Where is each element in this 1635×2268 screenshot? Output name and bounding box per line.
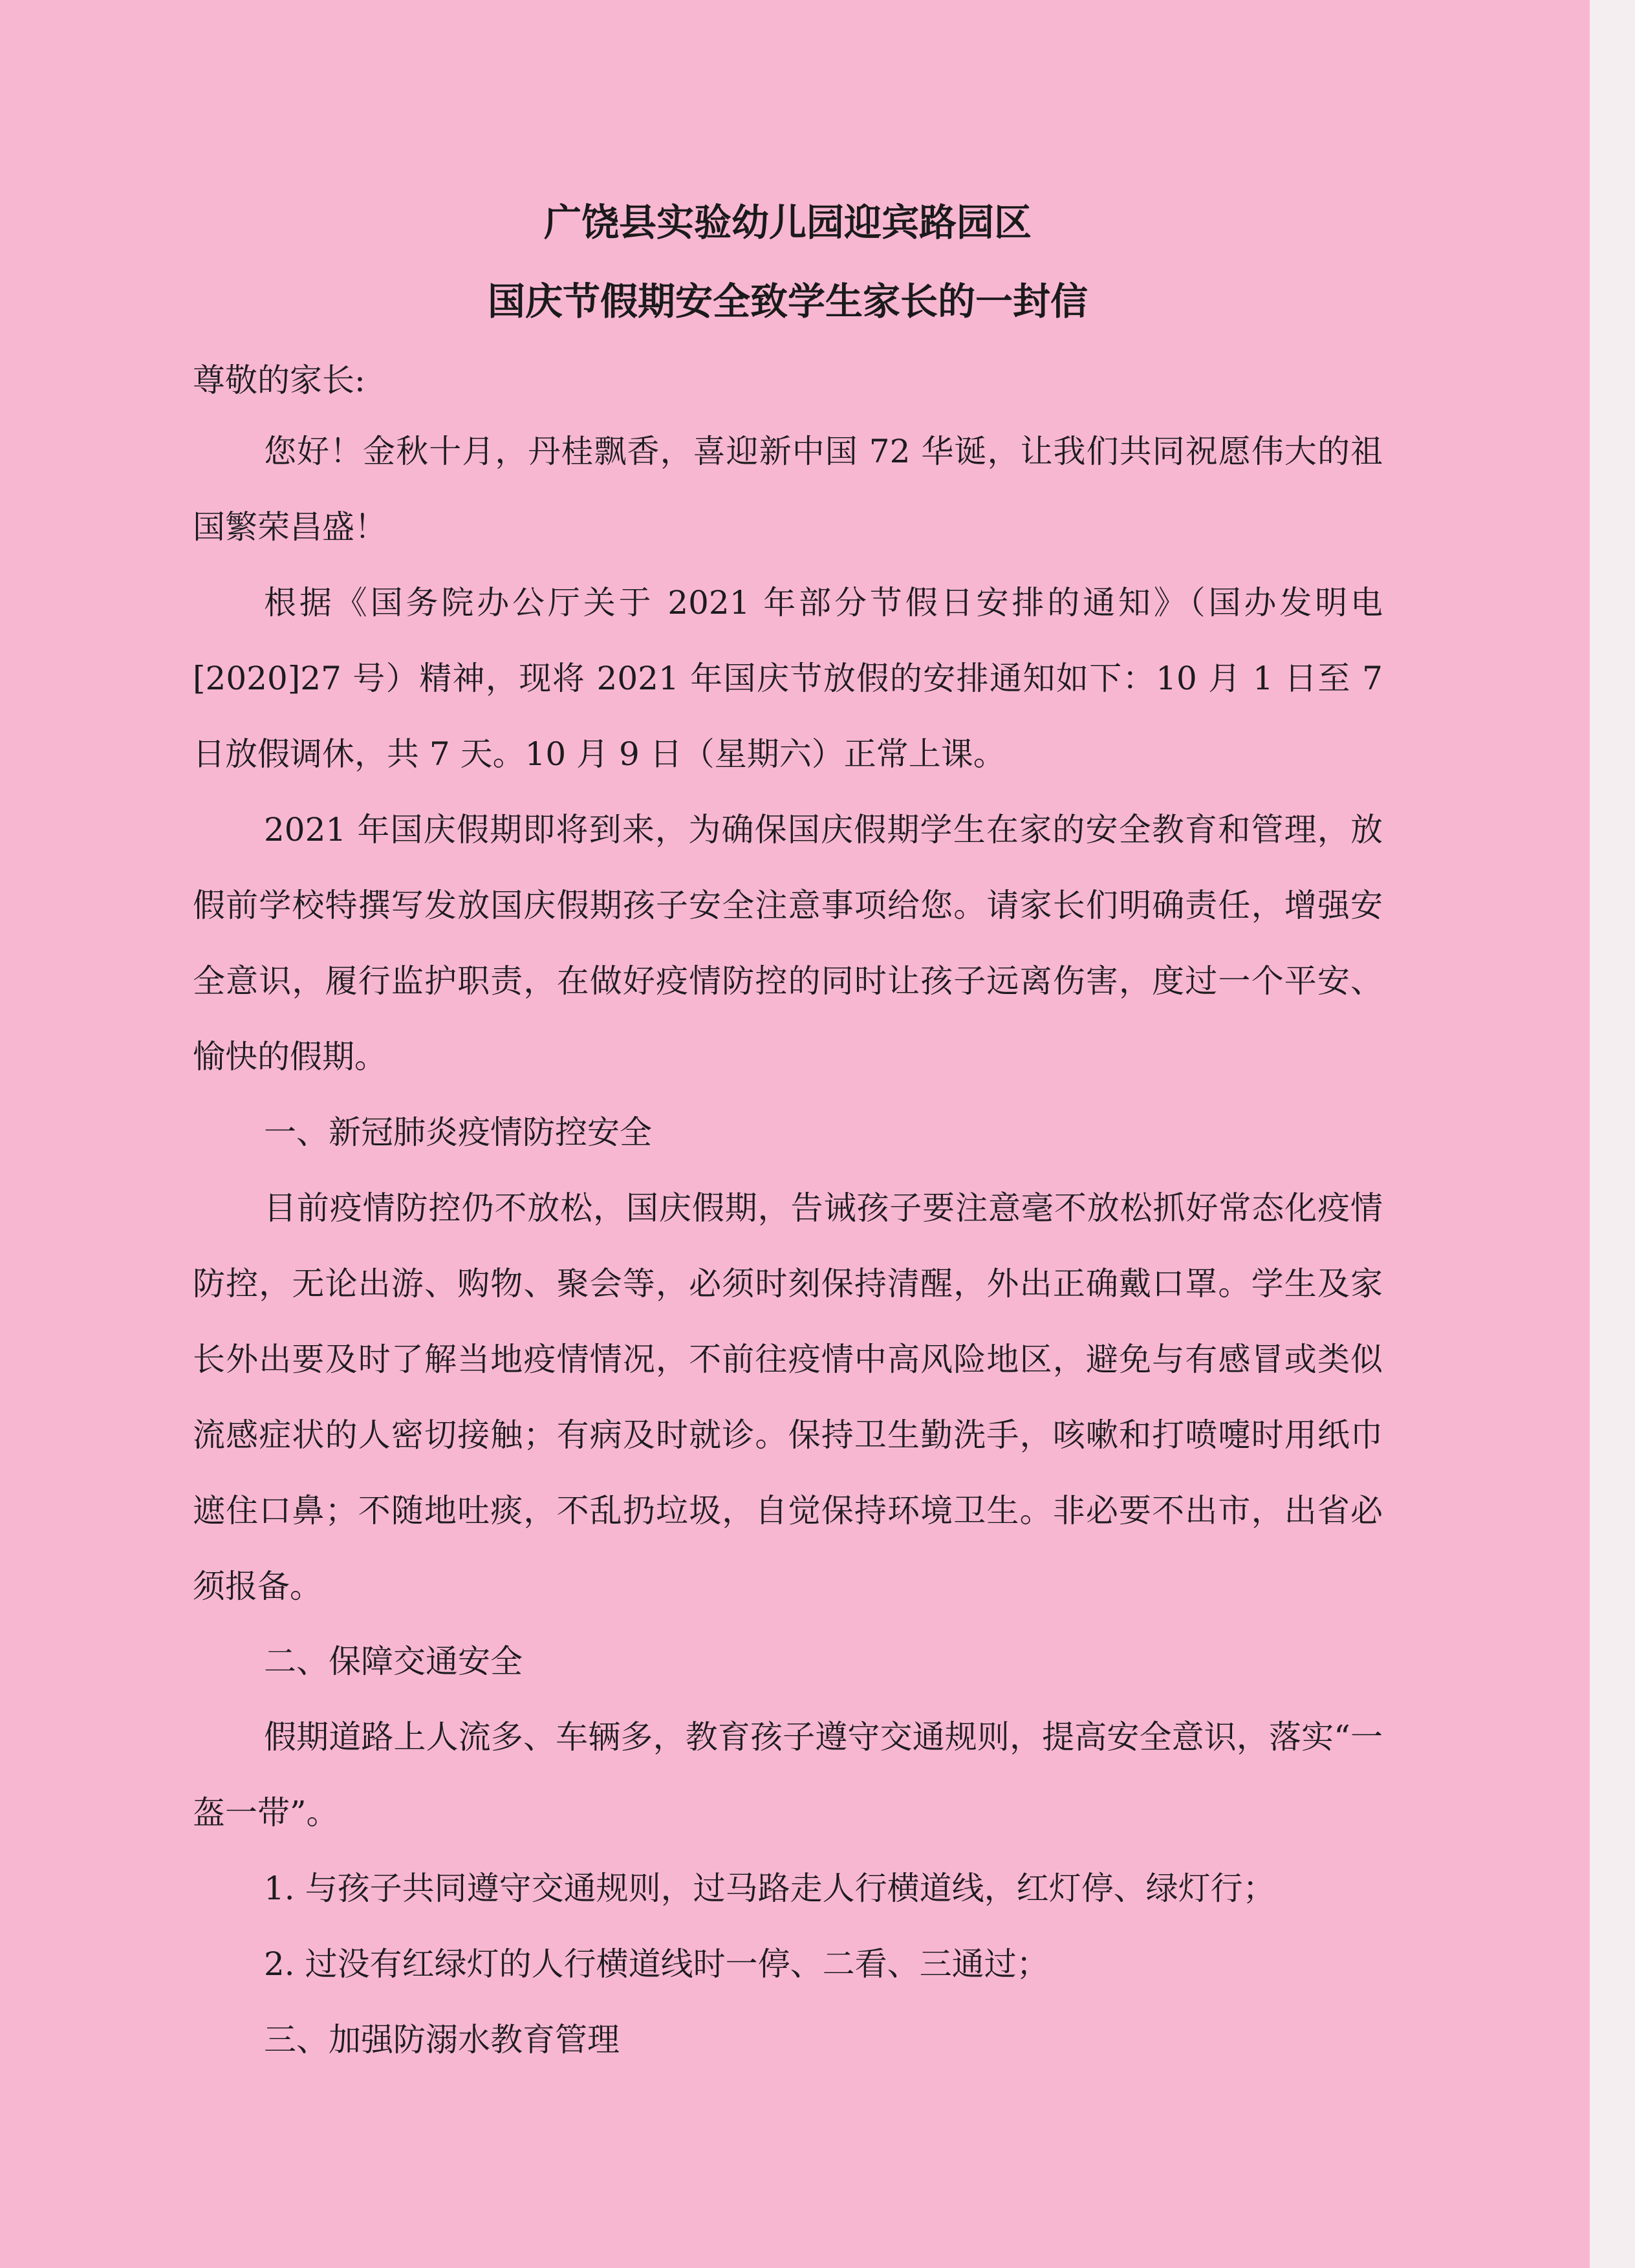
paragraph-traffic-intro: 假期道路上人流多、车辆多，教育孩子遵守交通规则，提高安全意识，落实“一盔一带”。 (193, 1718, 1383, 1831)
paragraph-safety-intro: 2021 年国庆假期即将到来，为确保国庆假期学生在家的安全教育和管理，放假前学校特撰写发放国庆假期孩子安全注意事项给您。请家长们明确责任，增强安全意识，履行监护职责，在做好疫情防控的同时让孩子远离伤害，度过一个平安、愉快的假期。 (193, 811, 1383, 1075)
scan-margin (1590, 0, 1635, 2268)
salutation: 尊敬的家长: (193, 362, 365, 399)
paragraph-greeting: 您好！金秋十月，丹桂飘香，喜迎新中国 72 华诞，让我们共同祝愿伟大的祖国繁荣昌盛！ (193, 433, 1383, 546)
list-item-traffic-2: 2. 过没有红绿灯的人行横道线时一停、二看、三通过； (264, 1945, 1049, 1983)
letter-title-line-2: 国庆节假期安全致学生家长的一封信 (487, 279, 1088, 323)
section-heading-traffic: 二、保障交通安全 (264, 1643, 523, 1680)
letter-title-line-1: 广饶县实验幼儿园迎宾路园区 (543, 200, 1032, 244)
paragraph-epidemic-control: 目前疫情防控仍不放松，国庆假期，告诫孩子要注意毫不放松抓好常态化疫情防控，无论出游、购物、聚会等，必须时刻保持清醒，外出正确戴口罩。学生及家长外出要及时了解当地疫情情况，不前往疫情中高风险地区，避免与有感冒或类似流感症状的人密切接触；有病及时就诊。保持卫生勤洗手，咳嗽和打喷嚏时用纸巾遮住口鼻；不随地吐痰，不乱扔垃圾，自觉保持环境卫生。非必要不出市，出省必须报备。 (193, 1189, 1383, 1605)
section-heading-epidemic: 一、新冠肺炎疫情防控安全 (264, 1114, 652, 1151)
section-heading-drowning: 三、加强防溺水教育管理 (264, 2021, 620, 2058)
paragraph-holiday-schedule: 根据《国务院办公厅关于 2021 年部分节假日安排的通知》（国办发明电[2020]27 号）精神，现将 2021 年国庆节放假的安排通知如下：10 月 1 日至 7 日放假调休，共 7 天。10 月 9 日（星期六）正常上课。 (193, 584, 1383, 773)
list-item-traffic-1: 1. 与孩子共同遵守交通规则，过马路走人行横道线，红灯停、绿灯行； (264, 1870, 1275, 1907)
